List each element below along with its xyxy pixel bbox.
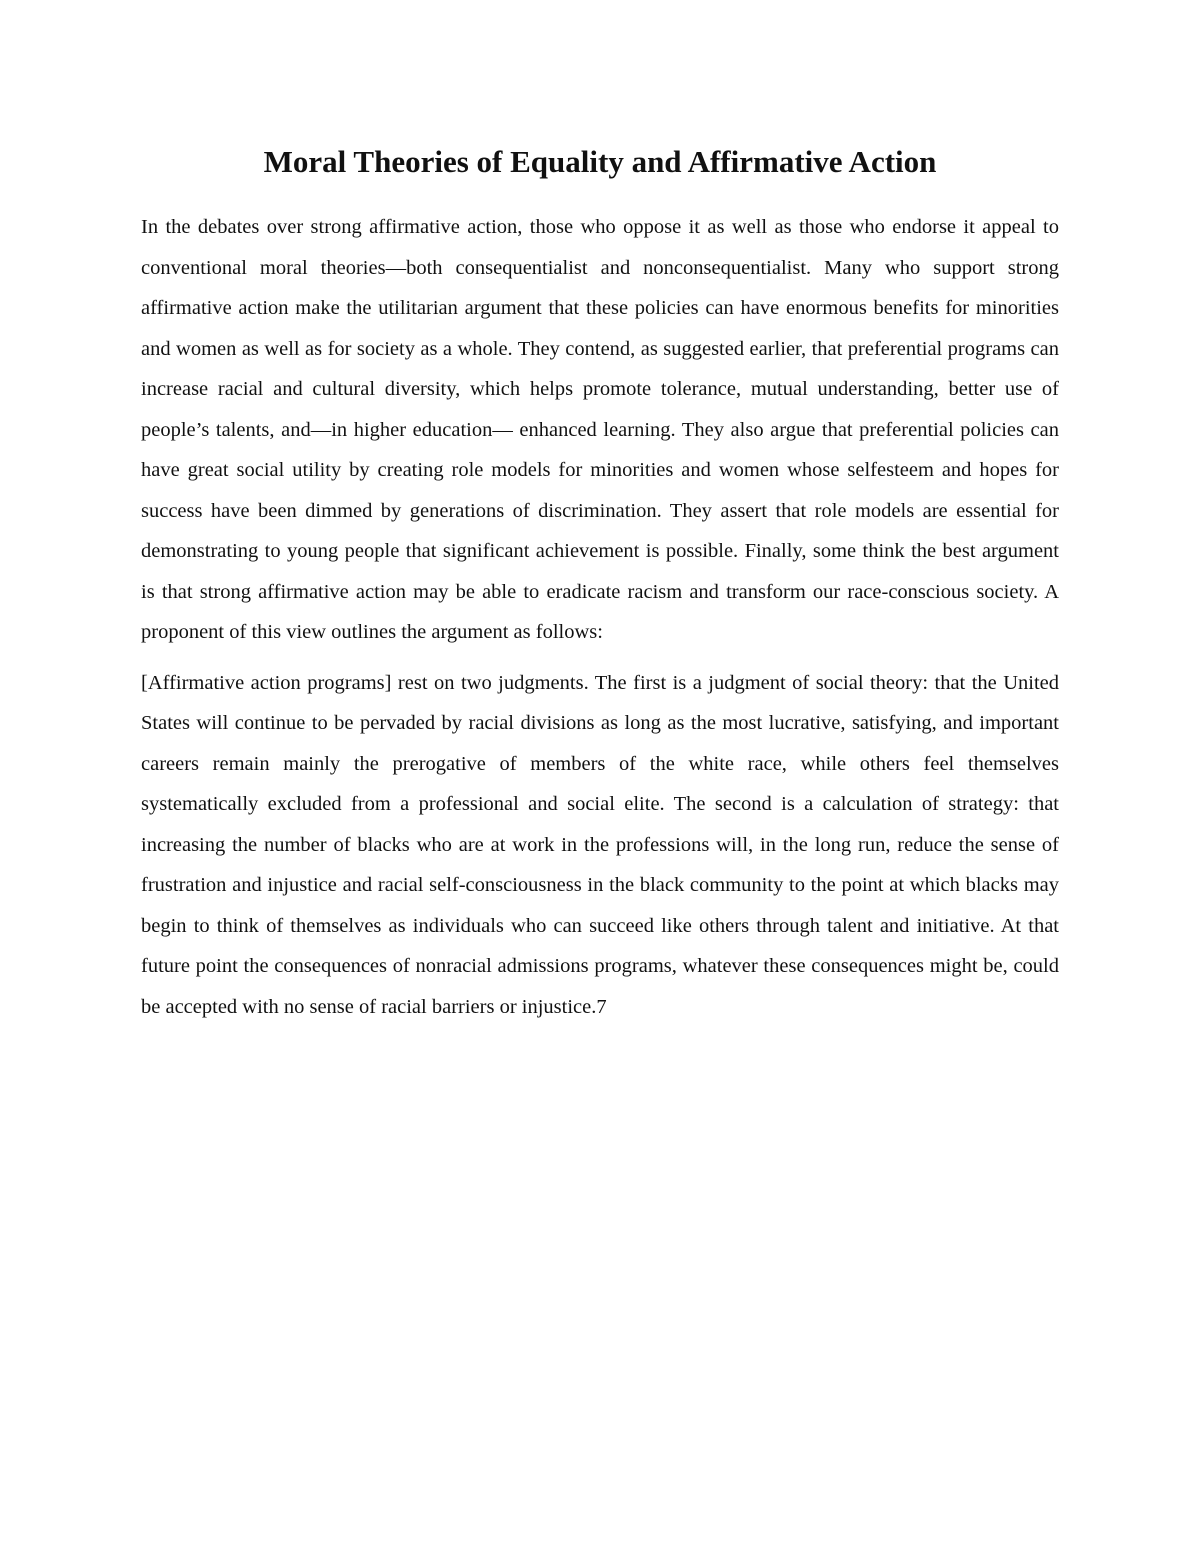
document-title: Moral Theories of Equality and Affirmative Action (263, 144, 937, 179)
paragraph-quotation: [Affirmative action programs] rest on two judgments. The first is a judgment of social theory: that the United States will continue to be pervaded by racial divisions as long as the most lucrative, satisfying, and important careers remain mainly the prerogative of members of the white race, while others feel themselves systematically excluded from a professional and social elite. The second is a calculation of strategy: that increasing the number of blacks who are at work in the professions will, in the long run, reduce the sense of frustration and injustice and racial self-consciousness in the black community to the point at which blacks may begin to think of themselves as individuals who can succeed like others through talent and initiative. At that future point the consequences of nonracial admissions programs, whatever these consequences might be, could be accepted with no sense of racial barriers or injustice.7 (141, 671, 1059, 1018)
paragraph-intro: In the debates over strong affirmative action, those who oppose it as well as those who endorse it appeal to conventional moral theories—both consequentialist and nonconsequentialist. Many who support strong affirmative action make the utilitarian argument that these policies can have enormous benefits for minorities and women as well as for society as a whole. They contend, as suggested earlier, that preferential programs can increase racial and cultural diversity, which helps promote tolerance, mutual understanding, better use of people’s talents, and—in higher education— enhanced learning. They also argue that preferential policies can have great social utility by creating role models for minorities and women whose selfesteem and hopes for success have been dimmed by generations of discrimination. They assert that role models are essential for demonstrating to young people that significant achievement is possible. Finally, some think the best argument is that strong affirmative action may be able to eradicate racism and transform our race-conscious society. A proponent of this view outlines the argument as follows: (141, 216, 1059, 643)
document-body (141, 207, 1059, 1037)
